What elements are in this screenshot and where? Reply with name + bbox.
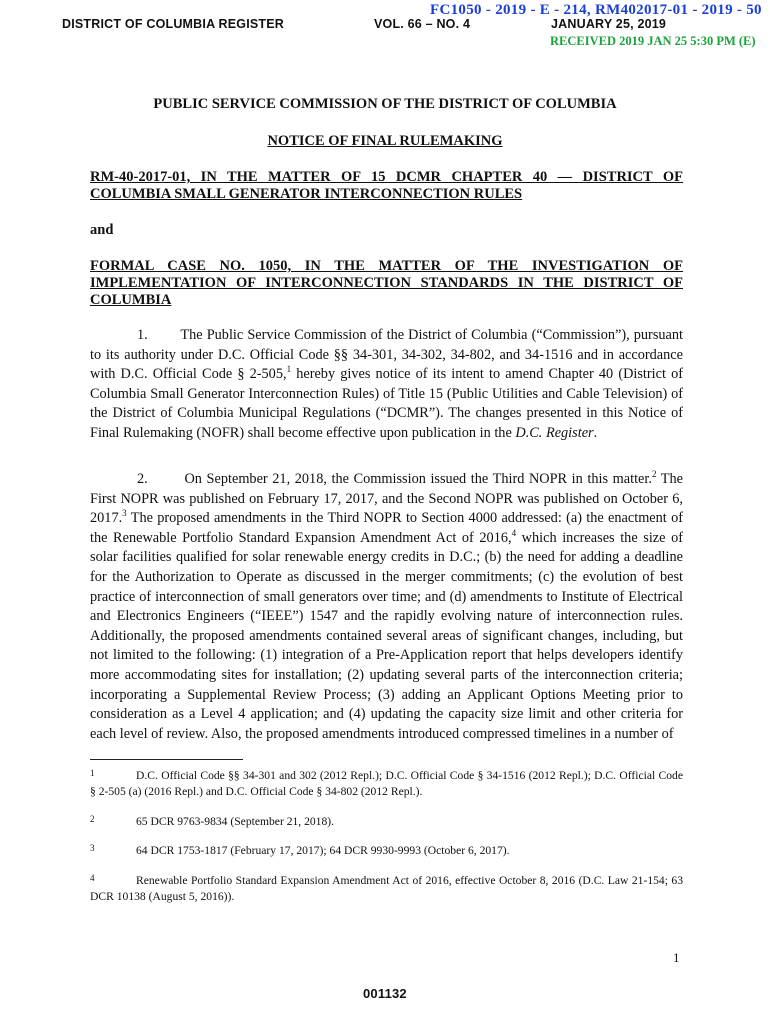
footnote-3: [90, 843, 683, 859]
agency-title: PUBLIC SERVICE COMMISSION OF THE DISTRICT OF COLUMBIA: [153, 96, 617, 112]
para2-text-d: which increases the size of solar facilities qualified for solar renewable energy credits in D.C.; (b) the need for adding a deadline for the Authorization to Operate as discussed in the merger commitments; (c) the evolution of best practice of interconnection of small generators over time; and (d) amendments to Institute of Electrical and Electronics Engineers (“IEEE”) 1547 and the rapidly evolving nature of interconnection rules. Additionally, the proposed amendments contained several areas of significant changes, including, but not limited to the following: (1) integration of a Pre-Application report that helps developers identify more accommodating sites for installation; (2) updating several parts of the interconnection criteria; incorporating a Supplemental Review Process; (3) adding an Applicant Options Meeting prior to consideration as a Level 4 application; and (4) updating the capacity size limit and other criteria for each level of review. Also, the proposed amendments introduced compressed timelines in a number of: [90, 529, 683, 742]
footnote-text-1: D.C. Official Code §§ 34-301 and 302 (2012 Repl.); D.C. Official Code § 34-1516 (2012 Repl.); D.C. Official Code § 2-505 (a) (2016 Repl.) and D.C. Official Code § 34-802 (2012 Repl.).: [90, 769, 683, 798]
paragraph-1: [90, 326, 683, 444]
footnote-ref-1[interactable]: 1: [286, 364, 292, 375]
footnote-divider: [90, 759, 243, 760]
received-stamp: RECEIVED 2019 JAN 25 5:30 PM (E): [550, 34, 756, 48]
paragraph-2: [90, 470, 683, 744]
volume-number: VOL. 66 – NO. 4: [374, 17, 471, 31]
footnote-text-4: Renewable Portfolio Standard Expansion Amendment Act of 2016, effective October 8, 2016 (D.C. Law 21-154; 63 DCR 10138 (August 5, 2016)).: [90, 874, 683, 903]
footnote-mark-1: 1: [90, 768, 95, 778]
footnote-ref-4[interactable]: 4: [511, 528, 517, 539]
caption-rm-line2: COLUMBIA SMALL GENERATOR INTERCONNECTION RULES: [90, 186, 523, 202]
page-number: 1: [673, 950, 680, 965]
footnote-ref-3[interactable]: 3: [122, 508, 127, 519]
caption-fc-line1: FORMAL CASE NO. 1050, IN THE MATTER OF THE INVESTIGATION OF: [90, 258, 683, 274]
notice-title-wrap: [90, 133, 680, 150]
para1-number: 1.: [137, 327, 148, 343]
para1-italic: D.C. Register: [515, 424, 594, 441]
para2-text-c: The proposed amendments in the Third NOPR to Section 4000 addressed: (a) the enactment of the Renewable Portfolio Standard Expansion Amendment Act of 2016,: [90, 510, 683, 546]
footnote-mark-3: 3: [90, 843, 95, 853]
footnote-1: [90, 768, 683, 800]
para1-text-b: hereby gives notice of its intent to amend Chapter 40 (District of Columbia Small Generator Interconnection Rules) of Title 15 (Public Utilities and Cable Television) of the District of Columbia Municipal Regulations (“DCMR”). The changes presented in this Notice of Final Rulemaking (NOFR) shall become effective upon publication in the: [90, 366, 684, 441]
caption-rm: [90, 169, 683, 203]
issue-date: JANUARY 25, 2019: [551, 17, 667, 31]
caption-fc: [90, 258, 683, 309]
and-word: and: [90, 222, 114, 238]
para1-text-a: The Public Service Commission of the District of Columbia (“Commission”), pursuant to its authority under D.C. Official Code §§ 34-301, 34-302, 34-802, and 34-1516 and in accordance with D.C. Official Code § 2-505,: [90, 327, 684, 383]
para2-number: 2.: [137, 471, 148, 487]
para2-text-b: The First NOPR was published on February 17, 2017, and the Second NOPR was published on October 6, 2017.: [90, 471, 684, 527]
footnote-mark-2: 2: [90, 814, 95, 824]
caption-fc-line3: COLUMBIA: [90, 292, 172, 308]
footnote-4: [90, 873, 683, 905]
case-stamp: FC1050 - 2019 - E - 214, RM402017-01 - 2019 - 50: [430, 2, 762, 18]
caption-fc-line2: IMPLEMENTATION OF INTERCONNECTION STANDARDS IN THE DISTRICT OF: [90, 275, 683, 291]
footnote-mark-4: 4: [90, 873, 95, 883]
register-page-number: 001132: [363, 986, 407, 1001]
para1-text-c: .: [593, 424, 598, 441]
para2-text-a: On September 21, 2018, the Commission issued the Third NOPR in this matter.: [184, 471, 652, 487]
register-name: DISTRICT OF COLUMBIA REGISTER: [62, 17, 284, 31]
footnote-2: [90, 814, 683, 830]
caption-rm-line1: RM-40-2017-01, IN THE MATTER OF 15 DCMR CHAPTER 40 — DISTRICT OF: [90, 169, 683, 185]
footnote-ref-2[interactable]: 2: [651, 469, 657, 480]
footnote-text-2: 65 DCR 9763-9834 (September 21, 2018).: [136, 815, 335, 828]
footnote-text-3: 64 DCR 1753-1817 (February 17, 2017); 64 DCR 9930-9993 (October 6, 2017).: [136, 844, 510, 857]
notice-title: NOTICE OF FINAL RULEMAKING: [267, 133, 503, 149]
